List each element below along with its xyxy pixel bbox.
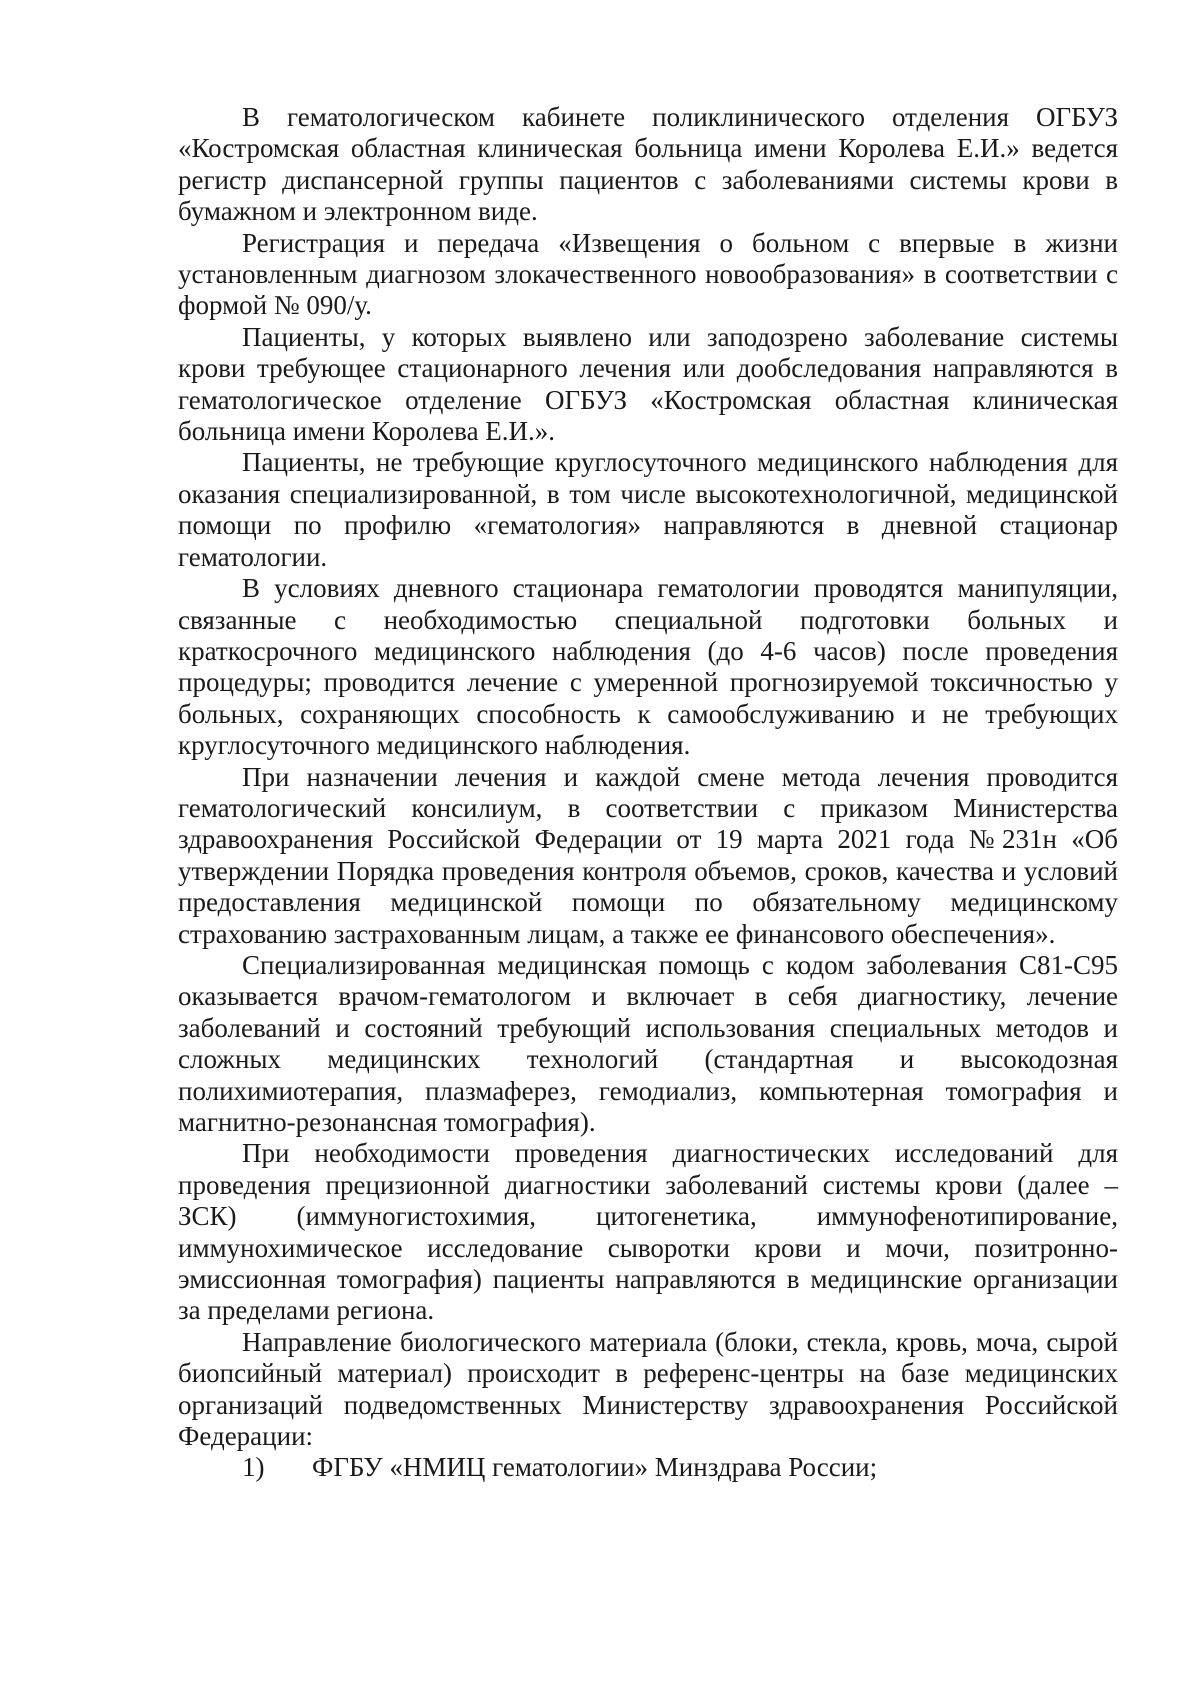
paragraph-biomaterial-referral: Направление биологического материала (блоки, стекла, кровь, моча, сырой биопсийный материал) происходит в референс-центры на базе медицинских организаций подведомственных Министерству здравоохранения Российской Федерации: [178,1326,1118,1452]
paragraph-inpatient-referral: Пациенты, у которых выявлено или заподозрено заболевание системы крови требующее стационарного лечения или дообследования направляются в гематологическое отделение ОГБУЗ «Костромская областная клиническая больница имени Королева Е.И.». [178,321,1118,447]
list-item-text: ФГБУ «НМИЦ гематологии» Минздрава России; [312,1452,878,1483]
paragraph-day-hospital-referral: Пациенты, не требующие круглосуточного медицинского наблюдения для оказания специализированной, в том числе высокотехнологичной, медицинской помощи по профилю «гематология» направляются в дневной стационар гематологии. [178,447,1118,572]
paragraph-hematology-office: В гематологическом кабинете поликлинического отделения ОГБУЗ «Костромская областная клиническая больница имени Королева Е.И.» ведется регистр диспансерной группы пациентов с заболеваниями системы крови в бумажном и электронном виде. [178,102,1118,227]
paragraph-consilium: При назначении лечения и каждой смене метода лечения проводится гематологический консилиум, в соответствии с приказом Министерства здравоохранения Российской Федерации от 19 марта 2021 года №231н «Об утверждении Порядка проведения контроля объемов, сроков, качества и условий предоставления медицинской помощи по обязательному медицинскому страхованию застрахованным лицам, а также ее финансового обеспечения». [178,761,1118,949]
list-item-number: 1) [242,1452,265,1483]
paragraph-diagnostics: При необходимости проведения диагностических исследований для проведения прецизионной диагностики заболеваний системы крови (далее – ЗСК) (иммуногистохимия, цитогенетика, иммунофенотипирование, иммунохимическое исследование сыворотки крови и мочи, позитронно-эмиссионная томография) пациенты направляются в медицинские организации за пределами региона. [178,1138,1118,1326]
paragraph-registration-notice: Регистрация и передача «Извещения о больном с впервые в жизни установленным диагнозом злокачественного новообразования» в соответствии с формой № 090/у. [178,227,1118,321]
paragraph-day-hospital-conditions: В условиях дневного стационара гематологии проводятся манипуляции, связанные с необходимостью специальной подготовки больных и краткосрочного медицинского наблюдения (до 4-6 часов) после проведения процедуры; проводится лечение с умеренной прогнозируемой токсичностью у больных, сохраняющих способность к самообслуживанию и не требующих круглосуточного медицинского наблюдения. [178,573,1118,761]
paragraph-specialized-care: Специализированная медицинская помощь с кодом заболевания С81-С95 оказывается врачом-гематологом и включает в себя диагностику, лечение заболеваний и состояний требующий использования специальных методов и сложных медицинских технологий (стандартная и высокодозная полихимиотерапия, плазмаферез, гемодиализ, компьютерная томография и магнитно-резонансная томография). [178,949,1118,1137]
list-item [178,1452,1118,1483]
document-body [178,102,1118,1484]
